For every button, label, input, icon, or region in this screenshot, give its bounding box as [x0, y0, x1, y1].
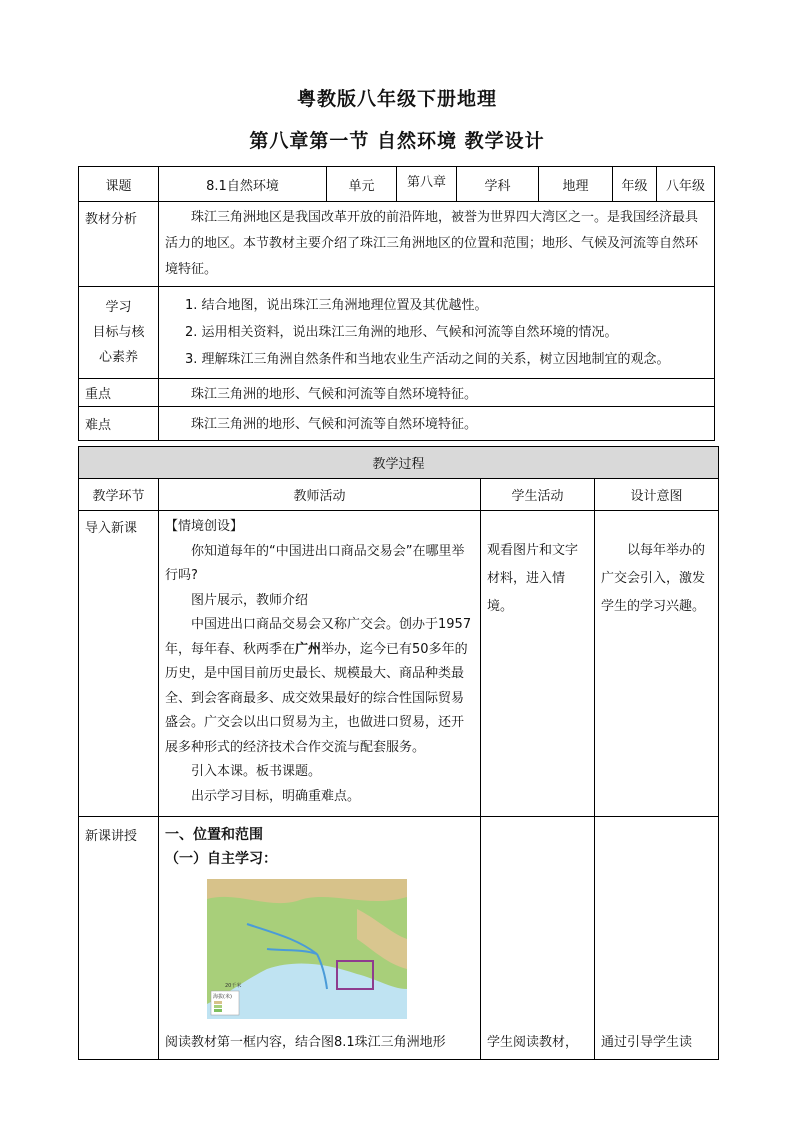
intro-stage: 导入新课	[79, 511, 159, 817]
lesson-teacher-activity	[159, 817, 481, 1060]
col-stage: 教学环节	[79, 479, 159, 511]
intro-image-note: 图片展示，教师介绍	[191, 592, 309, 608]
document-subtitle: 第八章第一节 自然环境 教学设计	[249, 130, 545, 152]
intro-text-part: 中国进出口商品交易会又称广交会。创办于1957年，每年春、秋两季在	[165, 617, 472, 657]
lesson-design-intent: 通过引导学生读	[595, 817, 719, 1060]
intro-goal-note: 出示学习目标，明确重难点。	[191, 788, 361, 804]
intro-text-part: 举办，迄今已有50多年的历史，是中国目前历史最长、规模最大、商品种类最全、到会客商最多、成交效果最好的综合性国际贸易盛会。广交会以出口贸易为主，也做进口贸易，还开展多种形式的经济技术合作交流与配套服务。	[165, 641, 468, 755]
unit-value: 第八章	[397, 167, 457, 202]
analysis-text: 珠江三角洲地区是我国改革开放的前沿阵地，被誉为世界四大湾区之一。是我国经济最具活力的地区。本节教材主要介绍了珠江三角洲地区的位置和范围；地形、气候及河流等自然环境特征。	[159, 202, 715, 287]
intro-question: 你知道每年的“中国进出口商品交易会”在哪里举行吗?	[165, 543, 465, 583]
teaching-process-table	[78, 446, 719, 1060]
subsection-heading: （一）自主学习：	[165, 851, 277, 867]
map-legend-swatch	[214, 1005, 222, 1008]
goals-label-line: 学习	[105, 300, 132, 315]
grade-value: 八年级	[657, 167, 715, 202]
subject-label: 学科	[457, 167, 539, 202]
lesson-info-table	[78, 166, 715, 441]
intro-text-bold: 广州	[295, 641, 322, 657]
grade-label: 年级	[613, 167, 657, 202]
map-legend-swatch	[214, 1001, 222, 1004]
unit-label: 单元	[327, 167, 397, 202]
lesson-reading-prompt: 阅读教材第一框内容，结合图8.1珠江三角洲地形	[165, 1035, 446, 1050]
intro-design-intent: 以每年举办的广交会引入，激发学生的学习兴趣。	[595, 511, 719, 817]
col-student: 学生活动	[481, 479, 595, 511]
lesson-stage: 新课讲授	[79, 817, 159, 1060]
course-value: 8.1自然环境	[159, 167, 327, 202]
lesson-student-activity: 学生阅读教材，	[481, 817, 595, 1060]
goals-label	[79, 287, 159, 379]
intro-tag: 【情境创设】	[165, 519, 244, 534]
course-label: 课题	[79, 167, 159, 202]
document-title: 粤教版八年级下册地理	[296, 88, 497, 110]
map-legend-title: 海拔(米)	[213, 994, 232, 1000]
col-teacher: 教师活动	[159, 479, 481, 511]
difficulty-text: 珠江三角洲的地形、气候和河流等自然环境特征。	[159, 407, 715, 441]
subject-value: 地理	[539, 167, 613, 202]
key-point-label: 重点	[79, 379, 159, 407]
goals-list	[159, 287, 715, 379]
intro-student-activity: 观看图片和文字材料，进入情境。	[481, 511, 595, 817]
goal-item: 3. 理解珠江三角洲自然条件和当地农业生产活动之间的关系，树立因地制宜的观念。	[185, 352, 670, 367]
map-scale-label: 20千米	[225, 983, 242, 989]
intro-teacher-activity	[159, 511, 481, 817]
intro-board-note: 引入本课。板书课题。	[191, 764, 322, 779]
difficulty-label: 难点	[79, 407, 159, 441]
goal-item: 2. 运用相关资料，说出珠江三角洲的地形、气候和河流等自然环境的情况。	[185, 325, 618, 340]
goals-label-line: 目标与核	[92, 325, 145, 340]
goals-label-line: 心素养	[98, 350, 138, 365]
key-point-text: 珠江三角洲的地形、气候和河流等自然环境特征。	[159, 379, 715, 407]
goal-item: 1. 结合地图，说出珠江三角洲地理位置及其优越性。	[185, 298, 488, 313]
pearl-river-delta-map	[207, 879, 407, 1019]
intro-canton-fair-text	[165, 613, 474, 760]
process-header: 教学过程	[79, 447, 719, 479]
map-legend-swatch	[214, 1009, 222, 1012]
section-heading: 一、位置和范围	[165, 827, 263, 843]
col-intent: 设计意图	[595, 479, 719, 511]
analysis-label: 教材分析	[79, 202, 159, 287]
